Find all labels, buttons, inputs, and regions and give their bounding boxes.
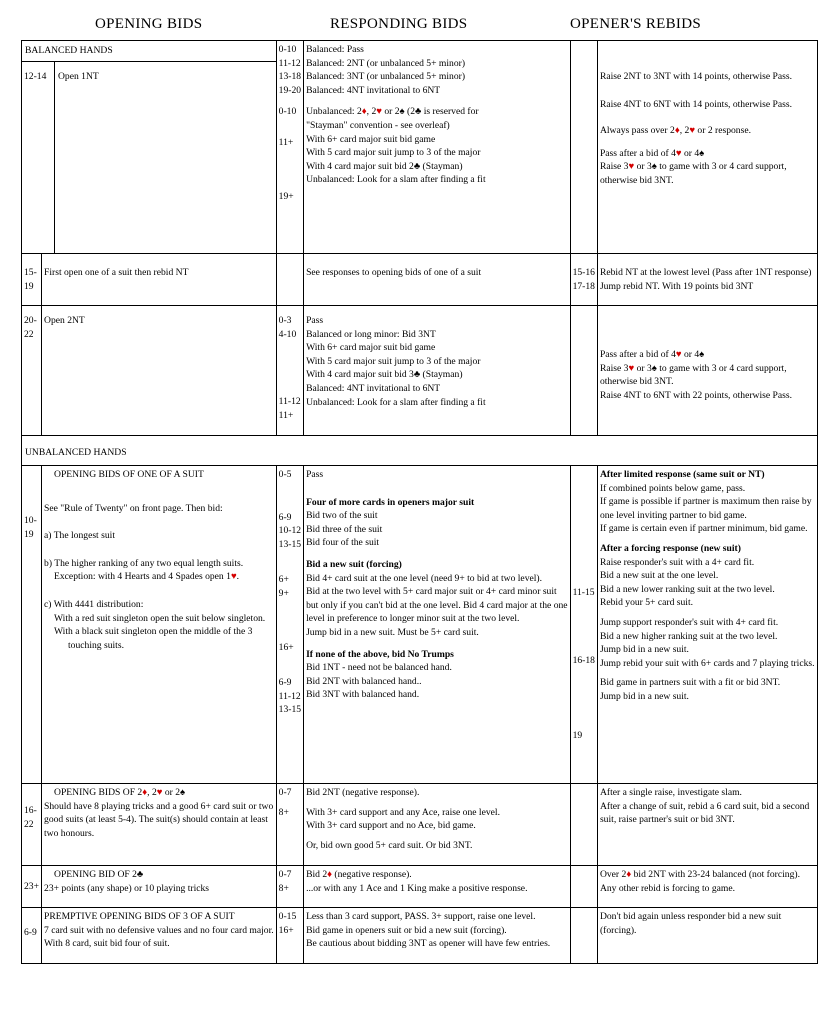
- t: Raise 3: [599, 362, 629, 374]
- t: , 2: [147, 787, 157, 798]
- resp-line: level in preference to longer minor suit at the two level.: [306, 613, 520, 625]
- pts: 13-15: [278, 538, 302, 550]
- t: bid 2NT with 23-24 balanced (not forcing).: [631, 869, 800, 880]
- resp-line: Bid 2NT (negative response).: [306, 787, 420, 798]
- resp-line: Bid 3NT with balanced hand.: [306, 689, 420, 701]
- resp-line: With 6+ card major suit bid game: [306, 342, 436, 354]
- resp-line: Pass: [306, 469, 324, 480]
- resp-heading: If none of the above, bid No Trumps: [306, 648, 454, 660]
- pts: 0-15: [278, 911, 297, 922]
- opening-line: 7 card suit with no defensive values and no four card major.: [44, 924, 274, 936]
- diamond-icon: ♦: [142, 787, 148, 798]
- header-openers-rebids: OPENER'S REBIDS: [570, 16, 701, 32]
- rebid-line: [600, 362, 815, 376]
- opening-line: touching suits.: [68, 639, 124, 651]
- diamond-icon: ♦: [626, 869, 632, 880]
- rebid-line: Any other rebid is forcing to game.: [599, 882, 736, 894]
- pts: 10-12: [278, 525, 302, 537]
- pts: 9+: [278, 587, 289, 599]
- resp-line: Unbalanced: Look for a slam after finding a fit: [306, 396, 486, 408]
- resp-line: Bid 2NT with balanced hand..: [306, 675, 422, 687]
- rebid-points-col: [570, 41, 597, 254]
- t: Pass after a bid of 4: [599, 349, 676, 360]
- rebid-line: If game is possible if partner is maximum then raise by: [599, 496, 812, 508]
- points-label: 10-19: [22, 466, 42, 784]
- opening-line: 23+ points (any shape) or 10 playing tricks: [44, 882, 210, 894]
- points-label: 23+: [22, 866, 42, 908]
- opening-line: b) The higher ranking of any two equal length suits.: [44, 557, 244, 569]
- heart-icon: ♥: [230, 571, 237, 583]
- pts: 16+: [278, 924, 294, 936]
- row-unbalanced-title: [22, 436, 818, 466]
- opening-line: With a red suit singleton open the suit below singleton.: [54, 612, 266, 624]
- rebid-line: Raise 2NT to 3NT with 14 points, otherwise Pass.: [599, 71, 793, 82]
- pts: 0-10: [278, 106, 297, 118]
- row-1nt: [22, 41, 818, 254]
- resp-line: ...or with any 1 Ace and 1 King make a positive response.: [306, 882, 528, 894]
- row-two-clubs: [22, 866, 818, 908]
- resp-line: Pass: [306, 315, 324, 326]
- resp-line: but only if you can't bid at the one level. Bid 4 card major at the one: [306, 599, 568, 611]
- row-one-of-suit: [22, 466, 818, 784]
- resp-heading: Four of more cards in openers major suit: [306, 496, 475, 508]
- pts: 19: [572, 730, 583, 742]
- resp-line: Bid at the two level with 5+ card major suit or 4+ card minor suit: [306, 586, 557, 598]
- resp-line: Bid game in openers suit or bid a new suit (forcing).: [306, 924, 507, 936]
- t: , 2: [679, 125, 690, 137]
- header-opening-bids: OPENING BIDS: [95, 16, 203, 32]
- points-label: 20-22: [22, 306, 42, 436]
- resp-line: Balanced or long minor: Bid 3NT: [306, 328, 436, 340]
- rebid-line: [600, 868, 815, 882]
- pts: 13-15: [278, 704, 302, 716]
- resp-line: Balanced: 3NT (or unbalanced 5+ minor): [306, 71, 466, 83]
- pts: 11+: [278, 136, 294, 148]
- rebid-line: If combined points below game, pass.: [599, 482, 746, 494]
- resp-line: With 6+ card major suit bid game: [306, 133, 436, 145]
- resp-line: With 3+ card support and any Ace, raise one level.: [306, 806, 500, 818]
- rebid-line: Jump rebid NT. With 19 points bid 3NT: [599, 280, 754, 292]
- opening-line: Exception: with 4 Hearts and 4 Spades open 1♥.: [54, 571, 240, 583]
- opening-title: OPENING BID OF 2♣: [54, 869, 144, 880]
- t: or 4♠: [681, 147, 705, 159]
- heart-icon: ♥: [628, 362, 635, 374]
- rebid-line: Rebid your 5+ card suit.: [599, 597, 694, 609]
- resp-line: With 4 card major suit bid 2♣ (Stayman): [306, 160, 463, 172]
- pts: 11+: [278, 409, 294, 421]
- pts: 16+: [278, 641, 294, 653]
- rebid-line: suit, raise partner's suit or bid 3NT.: [599, 814, 735, 826]
- opening-line: a) The longest suit: [44, 530, 115, 542]
- row-2nt: [22, 306, 818, 436]
- resp-line: Balanced: 4NT invitational to 6NT: [306, 84, 441, 96]
- pts: 19-20: [278, 84, 302, 96]
- rebid-line: Bid a new lower ranking suit at the two level.: [599, 583, 775, 595]
- resp-line: With 5 card major suit jump to 3 of the major: [306, 355, 481, 367]
- header-responding-bids: RESPONDING BIDS: [330, 16, 468, 32]
- rebid-line: otherwise bid 3NT.: [599, 376, 674, 388]
- rebid-line: Jump rebid your suit with 6+ cards and 7 playing tricks.: [599, 657, 815, 669]
- pts: 0-10: [278, 44, 297, 55]
- resp-line: See responses to opening bids of one of a suit: [304, 254, 571, 306]
- points-label: 6-9: [22, 908, 42, 964]
- diamond-icon: ♦: [674, 125, 680, 137]
- t: or 2: [695, 125, 713, 137]
- balanced-hands-title: BALANCED HANDS: [22, 41, 276, 62]
- rebid-line: Rebid NT at the lowest level (Pass after 1NT response): [599, 267, 812, 278]
- heart-icon: ♥: [689, 125, 696, 137]
- unbalanced-hands-title: UNBALANCED HANDS: [22, 436, 818, 466]
- resp-line: Bid four of the suit: [306, 537, 380, 549]
- resp-line: Balanced: Pass: [306, 44, 364, 55]
- pts: 11-12: [278, 396, 301, 408]
- resp-line: Jump bid in a new suit. Must be 5+ card suit.: [306, 626, 479, 638]
- rebid-line: Bid a new higher ranking suit at the two level.: [599, 630, 778, 642]
- resp-line: Bid 4+ card suit at the one level (need 9+ to bid at two level).: [306, 572, 543, 584]
- rebid-line: Bid a new suit at the one level.: [599, 570, 719, 582]
- pts: 0-7: [278, 869, 292, 880]
- heart-icon: ♥: [376, 106, 382, 118]
- rebid-line: Raise responder's suit with a 4+ card fit.: [599, 556, 755, 568]
- resp-line: [306, 868, 568, 882]
- pts: 16-18: [572, 654, 595, 666]
- rebid-line: otherwise bid 3NT.: [599, 174, 674, 186]
- resp-line: With 5 card major suit jump to 3 of the major: [306, 147, 481, 159]
- opening-text: Open 2NT: [42, 306, 277, 436]
- resp-line: With 4 card major suit bid 3♣ (Stayman): [306, 369, 463, 381]
- rebid-line: [600, 147, 815, 161]
- t: Over 2: [599, 869, 627, 880]
- pts: 17-18: [572, 280, 595, 292]
- heart-icon: ♥: [675, 349, 682, 360]
- pts: 11-12: [278, 57, 301, 69]
- resp-points-col: [276, 41, 303, 254]
- rebid-line: Jump bid in a new suit.: [599, 690, 689, 702]
- t: , 2: [366, 106, 377, 118]
- resp-line: Be cautious about bidding 3NT as opener will have few entries.: [306, 938, 551, 950]
- pts: 11-12: [278, 690, 301, 702]
- rebid-line: [600, 160, 815, 174]
- t: or 2♠ (2♣ is reserved for: [381, 106, 479, 118]
- row-preemptive: [22, 908, 818, 964]
- rebid-line: [600, 348, 815, 362]
- resp-text-col: [304, 41, 571, 254]
- rebid-line: After a single raise, investigate slam.: [599, 787, 742, 798]
- t: or 3♠ to game with 3 or 4 card support,: [634, 161, 787, 173]
- t: Unbalanced: 2: [306, 106, 362, 118]
- opening-text: Open 1NT: [54, 62, 276, 253]
- t: Exception: with 4 Hearts and 4 Spades open 1: [54, 571, 231, 583]
- pts: 0-7: [278, 787, 292, 798]
- opening-text: First open one of a suit then rebid NT: [42, 254, 277, 306]
- heart-icon: ♥: [628, 161, 635, 173]
- rebid-line: If game is certain even if partner minimum, bid game.: [599, 523, 808, 535]
- opening-line: With 8 card, suit bid four of suit.: [44, 938, 170, 950]
- pts: 4-10: [278, 328, 297, 340]
- resp-line: Bid two of the suit: [306, 510, 378, 522]
- resp-line: Bid three of the suit: [306, 523, 383, 535]
- pts: 0-5: [278, 469, 292, 480]
- rebid-line: Jump bid in a new suit.: [599, 644, 689, 656]
- resp-line: Less than 3 card support, PASS. 3+ support, raise one level.: [306, 911, 536, 922]
- resp-line: Unbalanced: Look for a slam after finding a fit: [306, 174, 486, 186]
- diamond-icon: ♦: [327, 869, 333, 880]
- resp-line: "Stayman" convention - see overleaf): [306, 119, 450, 131]
- points-label: 16-22: [22, 784, 42, 866]
- resp-line: Bid 1NT - need not be balanced hand.: [306, 662, 452, 674]
- pts: 19+: [278, 190, 294, 202]
- rebid-line: After a change of suit, rebid a 6 card suit, bid a second: [599, 800, 810, 812]
- resp-line: Balanced: 2NT (or unbalanced 5+ minor): [306, 57, 466, 69]
- row-two-level: [22, 784, 818, 866]
- rebid-line: [600, 124, 815, 138]
- points-label: 15-19: [22, 254, 42, 306]
- pts: 11-15: [572, 587, 595, 598]
- pts: 6-9: [278, 511, 292, 523]
- opening-line: good suits (at least 5-4). The suit(s) should contain at least: [44, 814, 268, 826]
- resp-line: [306, 105, 568, 119]
- t: or 2♠: [162, 787, 186, 798]
- rebid-line: one level inviting partner to bid game.: [599, 509, 747, 521]
- rebid-heading: After a forcing response (new suit): [599, 542, 741, 554]
- rebid-line: Don't bid again unless responder bid a new suit: [599, 911, 782, 922]
- rebid-line: Bid game in partners suit with a fit or bid 3NT.: [599, 677, 781, 689]
- resp-heading: Bid a new suit (forcing): [306, 558, 402, 570]
- t: or 3♠ to game with 3 or 4 card support,: [634, 362, 787, 374]
- t: Always pass over 2: [599, 125, 675, 137]
- rebid-text-col: [597, 41, 817, 254]
- t: or 4♠: [681, 349, 705, 360]
- row-15-19: [22, 254, 818, 306]
- opening-line: Should have 8 playing tricks and a good 6+ card suit or two: [44, 800, 274, 812]
- pts: 8+: [278, 806, 289, 818]
- opening-line: c) With 4441 distribution:: [44, 598, 144, 610]
- rebid-heading: After limited response (same suit or NT): [599, 469, 765, 480]
- pts: 8+: [278, 882, 289, 894]
- pts: 0-3: [278, 315, 292, 326]
- resp-line: With 3+ card support and no Ace, bid game.: [306, 820, 476, 832]
- t: OPENING BIDS OF 2: [54, 787, 143, 798]
- t: Bid 2: [306, 869, 328, 880]
- rebid-line: Jump support responder's suit with 4+ card fit.: [599, 616, 779, 628]
- opening-line: two honours.: [44, 827, 95, 839]
- pts: 6+: [278, 574, 289, 586]
- rebid-line: Raise 4NT to 6NT with 22 points, otherwise Pass.: [599, 389, 793, 401]
- pts: 13-18: [278, 71, 302, 83]
- pts: 15-16: [572, 267, 595, 278]
- t: Pass after a bid of 4: [599, 147, 676, 159]
- diamond-icon: ♦: [361, 106, 367, 118]
- opening-line: See "Rule of Twenty" on front page. Then bid:: [44, 502, 223, 514]
- heart-icon: ♥: [675, 147, 682, 159]
- opening-title: OPENING BIDS OF ONE OF A SUIT: [54, 469, 204, 480]
- points-label: 12-14: [24, 71, 47, 82]
- opening-title: PREMPTIVE OPENING BIDS OF 3 OF A SUIT: [44, 911, 235, 922]
- rebid-line: Raise 4NT to 6NT with 14 points, otherwise Pass.: [599, 98, 793, 110]
- resp-line: Or, bid own good 5+ card suit. Or bid 3NT.: [306, 839, 473, 851]
- heart-icon: ♥: [156, 787, 163, 798]
- rebid-line: (forcing).: [599, 924, 637, 936]
- t: (negative response).: [332, 869, 412, 880]
- t: response.: [712, 125, 751, 137]
- t: Raise 3: [599, 161, 629, 173]
- resp-line: Balanced: 4NT invitational to 6NT: [306, 382, 441, 394]
- opening-line: With a black suit singleton open the middle of the 3: [54, 626, 253, 638]
- opening-title: [44, 786, 274, 800]
- bidding-table: [21, 40, 818, 964]
- pts: 6-9: [278, 677, 292, 689]
